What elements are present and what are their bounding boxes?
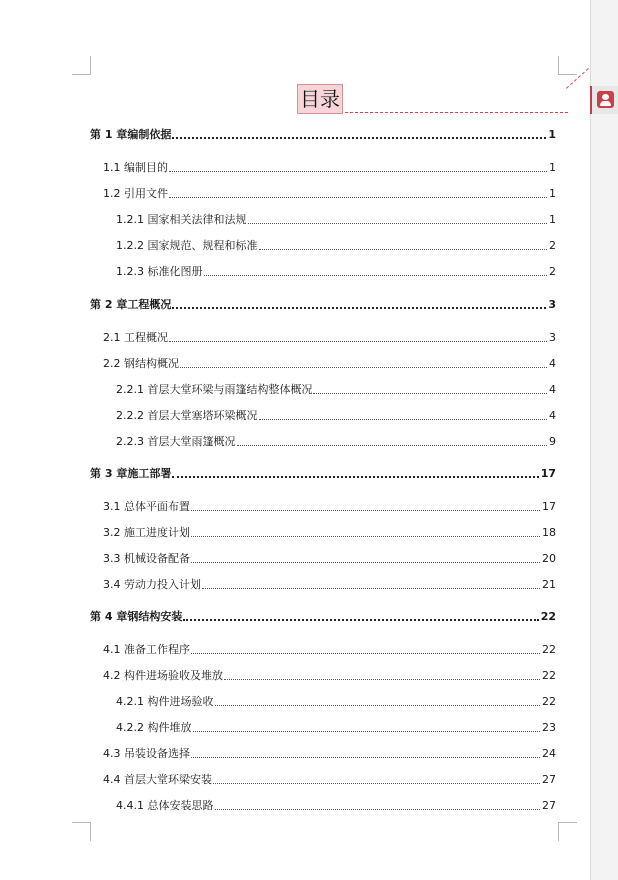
toc-entry-label: 第 4 章钢结构安装	[90, 610, 183, 623]
toc-entry-page: 1	[549, 213, 556, 226]
toc-entry-leader	[224, 679, 540, 680]
toc-entry-leader	[169, 171, 547, 172]
toc-entry[interactable]	[90, 466, 556, 482]
toc-entry-page: 22	[542, 695, 556, 708]
toc-entry-page: 27	[542, 799, 556, 812]
toc-entry-label: 3.4 劳动力投入计划	[103, 578, 201, 591]
toc-entry[interactable]	[116, 382, 556, 398]
toc-entry[interactable]	[116, 238, 556, 254]
toc-entry-page: 1	[549, 161, 556, 174]
toc-entry-leader	[191, 653, 540, 654]
toc-entry[interactable]	[116, 694, 556, 710]
toc-entry[interactable]	[103, 577, 556, 593]
margin-corner-bottom-left	[72, 822, 91, 841]
toc-entry-leader	[172, 307, 546, 309]
toc-entry[interactable]	[116, 798, 556, 814]
toc-entry-leader	[172, 476, 538, 478]
toc-entry[interactable]	[103, 746, 556, 762]
toc-entry-leader	[183, 619, 538, 621]
toc-entry-label: 2.2.3 首层大堂雨篷概况	[116, 435, 236, 448]
comment-connector-line	[345, 112, 568, 113]
toc-entry[interactable]	[103, 186, 556, 202]
toc-entry-leader	[169, 197, 547, 198]
toc-entry[interactable]	[103, 330, 556, 346]
toc-entry[interactable]	[103, 356, 556, 372]
toc-title[interactable]: 目录	[297, 84, 343, 114]
toc-entry-label: 4.1 准备工作程序	[103, 643, 190, 656]
toc-entry[interactable]	[90, 609, 556, 625]
toc-entry-label: 4.2.2 构件堆放	[116, 721, 192, 734]
toc-entry-page: 22	[542, 643, 556, 656]
toc-entry-label: 第 2 章工程概况	[90, 298, 172, 311]
toc-entry[interactable]	[103, 525, 556, 541]
toc-entry-label: 4.2 构件进场验收及堆放	[103, 669, 223, 682]
toc-entry-label: 1.2.2 国家规范、规程和标准	[116, 239, 258, 252]
toc-entry-leader	[248, 223, 548, 224]
toc-entry-page: 3	[549, 331, 556, 344]
toc-entry-label: 第 3 章施工部署	[90, 467, 172, 480]
toc-entry[interactable]	[116, 264, 556, 280]
toc-entry-leader	[191, 757, 540, 758]
toc-entry-label: 3.1 总体平面布置	[103, 500, 190, 513]
toc-entry-leader	[172, 137, 546, 139]
toc-entry-page: 21	[542, 578, 556, 591]
toc-entry-leader	[204, 275, 548, 276]
toc-entry-label: 4.4 首层大堂环梁安装	[103, 773, 212, 786]
toc-entry-label: 3.2 施工进度计划	[103, 526, 190, 539]
toc-entry-leader	[259, 419, 548, 420]
toc-entry[interactable]	[103, 551, 556, 567]
toc-entry-label: 第 1 章编制依据	[90, 128, 172, 141]
comment-gutter	[590, 0, 618, 880]
toc-entry[interactable]	[103, 772, 556, 788]
toc-entry-page: 9	[549, 435, 556, 448]
toc-entry-label: 2.1 工程概况	[103, 331, 168, 344]
toc-entry-leader	[213, 783, 540, 784]
toc-entry[interactable]	[103, 642, 556, 658]
toc-entry-page: 18	[542, 526, 556, 539]
toc-entry-label: 1.1 编制目的	[103, 161, 168, 174]
toc-entry[interactable]	[103, 160, 556, 176]
toc-entry-page: 17	[542, 500, 556, 513]
toc-entry[interactable]	[103, 499, 556, 515]
toc-entry-page: 1	[548, 128, 556, 141]
margin-corner-top-right	[558, 56, 577, 75]
toc-entry-page: 4	[549, 409, 556, 422]
toc-entry-leader	[193, 731, 541, 732]
toc-entry-leader	[191, 562, 540, 563]
toc-entry-label: 4.4.1 总体安装思路	[116, 799, 214, 812]
toc-entry-page: 1	[549, 187, 556, 200]
toc-entry-page: 27	[542, 773, 556, 786]
toc-entry-page: 2	[549, 265, 556, 278]
toc-entry-leader	[237, 445, 548, 446]
toc-entry[interactable]	[90, 127, 556, 143]
toc-entry-label: 2.2.1 首层大堂环梁与雨篷结构整体概况	[116, 383, 313, 396]
toc-entry-leader	[169, 341, 547, 342]
toc-entry-page: 22	[540, 610, 556, 623]
toc-entry-leader	[215, 705, 541, 706]
toc-entry-page: 4	[549, 383, 556, 396]
toc-entry-leader	[313, 393, 547, 394]
toc-entry-page: 3	[548, 298, 556, 311]
toc-entry-page: 17	[540, 467, 556, 480]
toc-entry[interactable]	[116, 408, 556, 424]
toc-entry-leader	[191, 510, 540, 511]
toc-entry-label: 1.2.1 国家相关法律和法规	[116, 213, 247, 226]
comment-user-icon[interactable]	[597, 91, 614, 108]
toc-entry-label: 1.2 引用文件	[103, 187, 168, 200]
toc-entry[interactable]	[90, 297, 556, 313]
toc-entry-leader	[202, 588, 540, 589]
toc-entry[interactable]	[116, 720, 556, 736]
margin-corner-top-left	[72, 56, 91, 75]
toc-entry-page: 22	[542, 669, 556, 682]
toc-entry-page: 23	[542, 721, 556, 734]
toc-entry-page: 24	[542, 747, 556, 760]
toc-entry[interactable]	[103, 668, 556, 684]
toc-entry-leader	[191, 536, 540, 537]
toc-entry-label: 2.2 钢结构概况	[103, 357, 179, 370]
toc-entry[interactable]	[116, 434, 556, 450]
toc-entry-page: 20	[542, 552, 556, 565]
toc-entry-label: 2.2.2 首层大堂塞塔环梁概况	[116, 409, 258, 422]
toc-entry-leader	[259, 249, 548, 250]
toc-entry-label: 3.3 机械设备配备	[103, 552, 190, 565]
toc-entry[interactable]	[116, 212, 556, 228]
toc-entry-leader	[215, 809, 541, 810]
toc-entry-page: 2	[549, 239, 556, 252]
toc-entry-label: 1.2.3 标准化图册	[116, 265, 203, 278]
toc-entry-label: 4.2.1 构件进场验收	[116, 695, 214, 708]
margin-corner-bottom-right	[558, 822, 577, 841]
toc-entry-label: 4.3 吊装设备选择	[103, 747, 190, 760]
toc-entry-leader	[180, 367, 547, 368]
toc-entry-page: 4	[549, 357, 556, 370]
